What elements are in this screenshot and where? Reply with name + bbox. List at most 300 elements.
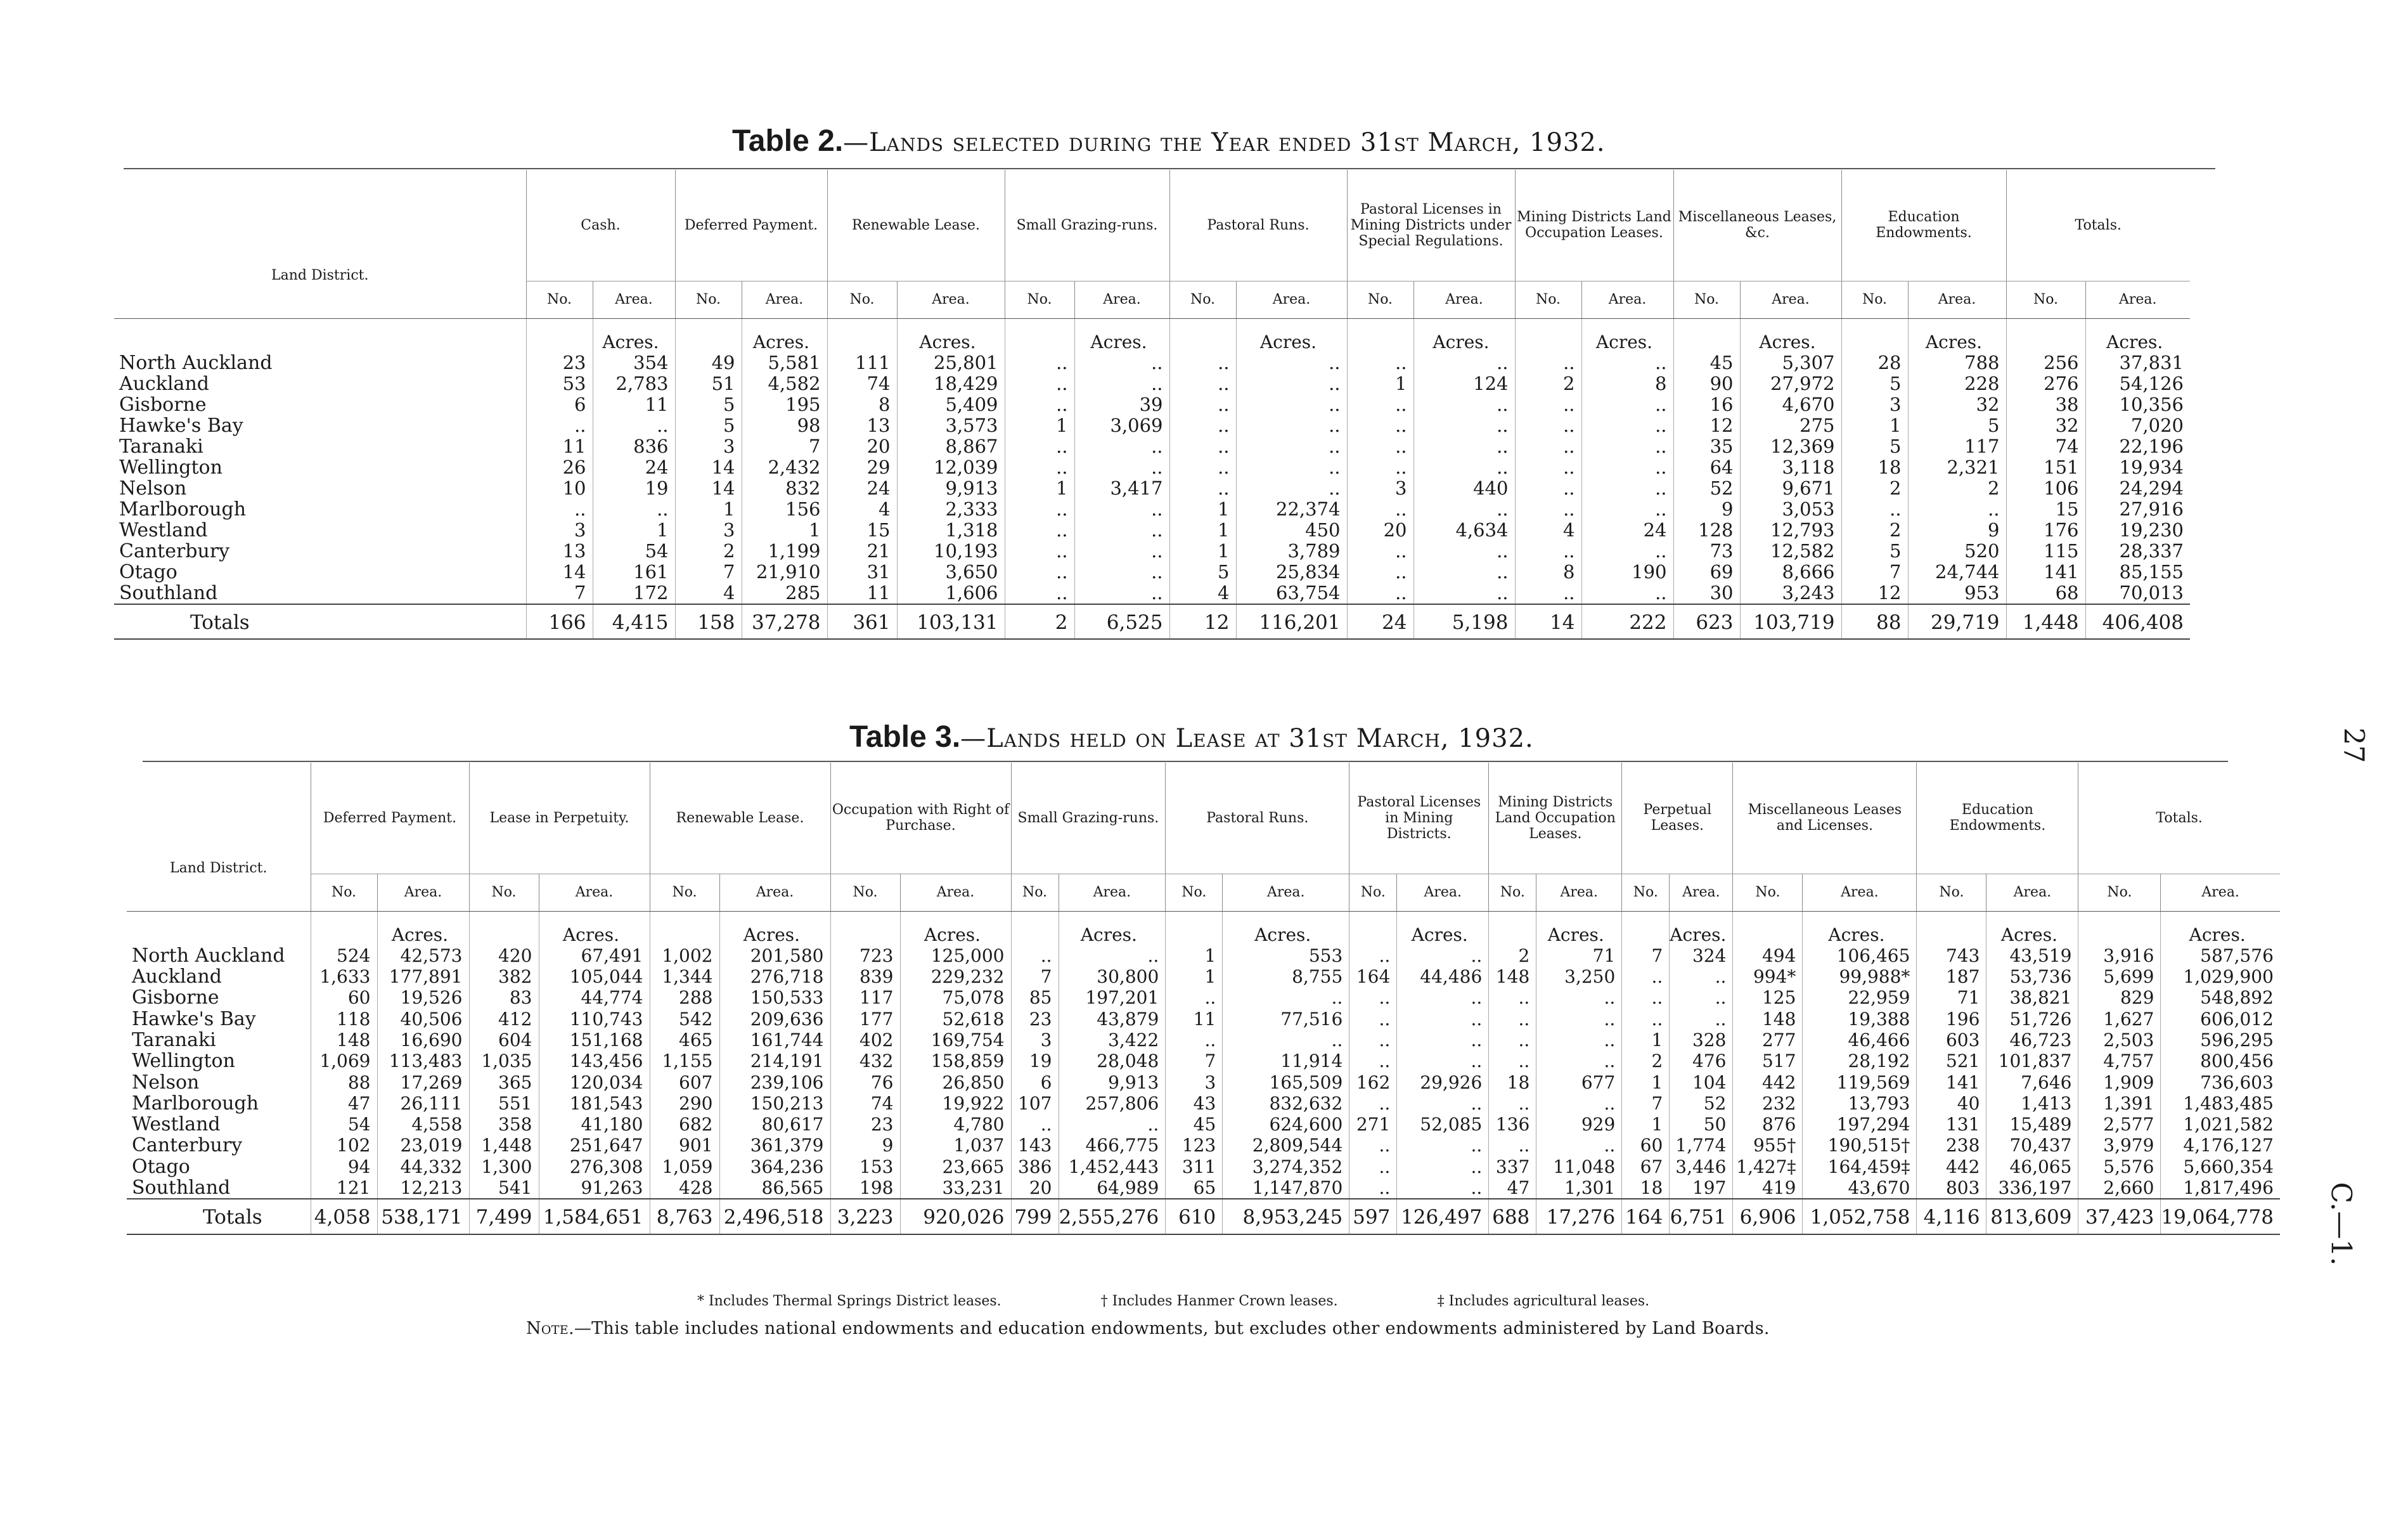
table-cell: 148: [1733, 1009, 1803, 1030]
table-cell: 27,916: [2085, 499, 2190, 520]
table-cell: 324: [1670, 945, 1733, 966]
table2-subheader-no: No.: [1841, 281, 1908, 318]
table-cell: ..: [1236, 436, 1347, 457]
table-cell: 77,516: [1223, 1009, 1349, 1030]
table-row: [114, 457, 2190, 478]
land-district: Nelson: [119, 477, 187, 500]
total-cell: 2,555,276: [1059, 1199, 1166, 1234]
table-cell: 7: [675, 562, 742, 583]
table-cell: 24,294: [2085, 478, 2190, 499]
table-cell: 541: [469, 1177, 539, 1199]
table-cell: 7: [1622, 1093, 1670, 1114]
land-district: Westland: [119, 519, 208, 541]
table-cell: 70,437: [1986, 1135, 2078, 1156]
table-cell: ..: [1349, 1156, 1397, 1177]
table-cell: 276,718: [719, 966, 830, 987]
table-cell: 101,837: [1986, 1050, 2078, 1071]
table3-subheader-no: No.: [1349, 874, 1397, 911]
table-cell: 150,533: [719, 987, 830, 1008]
table-row: [127, 1009, 2280, 1030]
table-cell: 3,650: [897, 562, 1005, 583]
table-row: [127, 966, 2280, 987]
table-cell: 5: [1841, 436, 1908, 457]
table-cell: 955†: [1733, 1135, 1803, 1156]
table-cell: 214,191: [719, 1050, 830, 1071]
table-cell: 3,417: [1074, 478, 1169, 499]
table-cell: 5,307: [1740, 352, 1841, 373]
table-cell: 8: [1581, 373, 1673, 394]
table-cell: 20: [827, 436, 897, 457]
table-cell: 19,526: [377, 987, 469, 1008]
table-cell: 5: [1841, 373, 1908, 394]
table-cell: 64: [1673, 457, 1740, 478]
table-cell: ..: [1005, 436, 1074, 457]
table2-unit-label: Acres.: [593, 318, 675, 352]
table-cell: 3,916: [2078, 945, 2161, 966]
table-cell: 229,232: [900, 966, 1011, 987]
table-cell: 60: [311, 987, 377, 1008]
table-cell: 52,618: [900, 1009, 1011, 1030]
table-cell: 25,801: [897, 352, 1005, 373]
table-cell: ..: [1347, 499, 1413, 520]
table-cell: 402: [830, 1030, 900, 1050]
table-cell: 3,446: [1670, 1156, 1733, 1177]
table2-group-header: Totals.: [2006, 170, 2190, 281]
table-row: [114, 415, 2190, 436]
table-cell: 11: [526, 436, 593, 457]
total-cell: 597: [1349, 1199, 1397, 1234]
table-cell: 26: [526, 457, 593, 478]
table-cell: 26,850: [900, 1072, 1011, 1093]
total-cell: 920,026: [900, 1199, 1011, 1234]
total-cell: 12: [1169, 604, 1236, 639]
table-cell: 1,147,870: [1223, 1177, 1349, 1199]
table-cell: ..: [1841, 499, 1908, 520]
table3-subheader-area: Area.: [2161, 874, 2280, 911]
table-cell: 5: [675, 394, 742, 415]
table-cell: 121: [311, 1177, 377, 1199]
table3-unit-label: Acres.: [377, 911, 469, 945]
table-cell: 22,196: [2085, 436, 2190, 457]
table-cell: ..: [1581, 352, 1673, 373]
footnote: ‡ Includes agricultural leases.: [1437, 1293, 1650, 1309]
table3-subheader-no: No.: [1733, 874, 1803, 911]
total-cell: 8,953,245: [1223, 1199, 1349, 1234]
table-cell: 14: [526, 562, 593, 583]
table-cell: 432: [830, 1050, 900, 1071]
table-cell: ..: [1413, 457, 1515, 478]
table-cell: 24,744: [1908, 562, 2006, 583]
table-cell: 12: [1673, 415, 1740, 436]
table-cell: 3,274,352: [1223, 1156, 1349, 1177]
table3-note: Note.—This table includes national endowments and education endowments, but excludes other endowments administered by Land Boards.: [526, 1319, 1770, 1338]
table-cell: 65: [1166, 1177, 1223, 1199]
table-cell: 1,021,582: [2161, 1114, 2280, 1135]
table-cell: 64,989: [1059, 1177, 1166, 1199]
table-cell: 14: [675, 478, 742, 499]
table3-unit-label: Acres.: [539, 911, 650, 945]
table-cell: 15: [2006, 499, 2085, 520]
table-cell: ..: [1397, 1093, 1489, 1114]
table-cell: 7: [1011, 966, 1059, 987]
table-cell: 1: [1622, 1072, 1670, 1093]
table-cell: 1,301: [1536, 1177, 1622, 1199]
table-cell: 4,634: [1413, 520, 1515, 541]
table2-unit-label: Acres.: [1581, 318, 1673, 352]
table-cell: 1,002: [650, 945, 719, 966]
table-cell: 28: [1841, 352, 1908, 373]
table-cell: 285: [742, 583, 827, 604]
table-cell: 40: [1917, 1093, 1986, 1114]
total-cell: 103,131: [897, 604, 1005, 639]
table-cell: 1,774: [1670, 1135, 1733, 1156]
table-cell: 328: [1670, 1030, 1733, 1050]
table-row: [114, 520, 2190, 541]
table-cell: 5: [1841, 541, 1908, 562]
table-cell: 3: [1841, 394, 1908, 415]
total-cell: 103,719: [1740, 604, 1841, 639]
table-cell: 2,503: [2078, 1030, 2161, 1050]
table-cell: 3,979: [2078, 1135, 2161, 1156]
table-row: [127, 1135, 2280, 1156]
table-cell: ..: [1074, 373, 1169, 394]
table-cell: ..: [1670, 1009, 1733, 1030]
table-row: [127, 987, 2280, 1008]
table-cell: 68: [2006, 583, 2085, 604]
total-cell: 6,906: [1733, 1199, 1803, 1234]
footnote: * Includes Thermal Springs District leases.: [697, 1293, 1001, 1309]
land-district: Auckland: [119, 372, 209, 395]
table-cell: 836: [593, 436, 675, 457]
table3-subheader-area: Area.: [539, 874, 650, 911]
table-cell: 30: [1673, 583, 1740, 604]
table-cell: 839: [830, 966, 900, 987]
table-cell: 465: [650, 1030, 719, 1050]
table-cell: 19,388: [1803, 1009, 1917, 1030]
table-cell: 113,483: [377, 1050, 469, 1071]
total-cell: 813,609: [1986, 1199, 2078, 1234]
table-cell: 24: [593, 457, 675, 478]
table-cell: 1,069: [311, 1050, 377, 1071]
table-cell: 7: [526, 583, 593, 604]
table-cell: ..: [1011, 945, 1059, 966]
table-cell: 47: [311, 1093, 377, 1114]
table-cell: 63,754: [1236, 583, 1347, 604]
table-cell: 21: [827, 541, 897, 562]
table3-unit-label: Acres.: [1803, 911, 1917, 945]
table-cell: 232: [1733, 1093, 1803, 1114]
land-district: Canterbury: [132, 1134, 243, 1157]
table-cell: ..: [1581, 478, 1673, 499]
table-row: [127, 1072, 2280, 1093]
table-cell: ..: [1074, 562, 1169, 583]
table-cell: 7: [1166, 1050, 1223, 1071]
table-cell: 832: [742, 478, 827, 499]
table-cell: 106,465: [1803, 945, 1917, 966]
table2-subheader-no: No.: [1169, 281, 1236, 318]
table-cell: 16: [1673, 394, 1740, 415]
table-cell: 85,155: [2085, 562, 2190, 583]
table-cell: 1: [1166, 945, 1223, 966]
table-cell: 158,859: [900, 1050, 1011, 1071]
table-cell: ..: [1536, 1030, 1622, 1050]
table-cell: 12,793: [1740, 520, 1841, 541]
table-cell: 37,831: [2085, 352, 2190, 373]
land-district: Marlborough: [119, 498, 247, 520]
table-cell: ..: [1169, 373, 1236, 394]
table-cell: ..: [1169, 394, 1236, 415]
table-cell: ..: [1074, 499, 1169, 520]
table-cell: 164: [1349, 966, 1397, 987]
total-cell: 222: [1581, 604, 1673, 639]
table-cell: 311: [1166, 1156, 1223, 1177]
table-cell: 1,059: [650, 1156, 719, 1177]
table-cell: 18: [1622, 1177, 1670, 1199]
table3-group-header: Occupation with Right of Purchase.: [830, 763, 1011, 874]
table-cell: ..: [1581, 415, 1673, 436]
table3-subheader-area: Area.: [900, 874, 1011, 911]
table-cell: 23: [526, 352, 593, 373]
table-cell: 148: [311, 1030, 377, 1050]
land-district: Marlborough: [132, 1092, 259, 1115]
table-cell: 98: [742, 415, 827, 436]
table-cell: 51: [675, 373, 742, 394]
table-cell: 994*: [1733, 966, 1803, 987]
table-cell: 22,959: [1803, 987, 1917, 1008]
table-cell: 74: [827, 373, 897, 394]
table-cell: 46,723: [1986, 1030, 2078, 1050]
table-cell: 120,034: [539, 1072, 650, 1093]
total-cell: 1,584,651: [539, 1199, 650, 1234]
table-cell: 9,913: [1059, 1072, 1166, 1093]
table-cell: 4,670: [1740, 394, 1841, 415]
table-cell: 20: [1011, 1177, 1059, 1199]
table-cell: 31: [827, 562, 897, 583]
table-cell: ..: [1236, 394, 1347, 415]
table-cell: 9: [1908, 520, 2006, 541]
table-cell: ..: [1397, 1050, 1489, 1071]
table-cell: ..: [1169, 352, 1236, 373]
table-cell: 3: [675, 436, 742, 457]
table-cell: 1,452,443: [1059, 1156, 1166, 1177]
table-cell: 1: [1622, 1114, 1670, 1135]
table-cell: 49: [675, 352, 742, 373]
table-cell: 1,344: [650, 966, 719, 987]
table-cell: 4: [827, 499, 897, 520]
table-cell: 256: [2006, 352, 2085, 373]
table-cell: 25,834: [1236, 562, 1347, 583]
table2-subheader-area: Area.: [742, 281, 827, 318]
table-cell: 521: [1917, 1050, 1986, 1071]
table-cell: 24: [1581, 520, 1673, 541]
table-cell: 228: [1908, 373, 2006, 394]
table-cell: 358: [469, 1114, 539, 1135]
table-cell: 76: [830, 1072, 900, 1093]
table3-subheader-no: No.: [311, 874, 377, 911]
table-cell: 67,491: [539, 945, 650, 966]
table-cell: ..: [1397, 1177, 1489, 1199]
table-cell: 876: [1733, 1114, 1803, 1135]
table-cell: 197,201: [1059, 987, 1166, 1008]
table-cell: ..: [1413, 436, 1515, 457]
table-cell: 30,800: [1059, 966, 1166, 987]
table-cell: 603: [1917, 1030, 1986, 1050]
land-district: Wellington: [119, 456, 222, 479]
table-cell: 43,670: [1803, 1177, 1917, 1199]
table2-subheader-no: No.: [2006, 281, 2085, 318]
table-cell: 43,879: [1059, 1009, 1166, 1030]
table-cell: 3,573: [897, 415, 1005, 436]
table-cell: 8,755: [1223, 966, 1349, 987]
table-cell: 26,111: [377, 1093, 469, 1114]
land-district: Southland: [132, 1177, 231, 1199]
table-cell: 71: [1917, 987, 1986, 1008]
table-cell: 2: [1841, 520, 1908, 541]
table-cell: ..: [1536, 1093, 1622, 1114]
table-cell: ..: [1074, 352, 1169, 373]
table-cell: 90: [1673, 373, 1740, 394]
table3-group-header: Education Endowments.: [1917, 763, 2078, 874]
table-cell: 47: [1489, 1177, 1536, 1199]
table-cell: 3,069: [1074, 415, 1169, 436]
table-cell: 2,321: [1908, 457, 2006, 478]
table-cell: 743: [1917, 945, 1986, 966]
table-cell: 1,199: [742, 541, 827, 562]
table-cell: ..: [1349, 1009, 1397, 1030]
table-cell: ..: [1515, 478, 1581, 499]
table-cell: ..: [1349, 945, 1397, 966]
table-cell: 803: [1917, 1177, 1986, 1199]
table-cell: 22,374: [1236, 499, 1347, 520]
table2-unit-label: Acres.: [897, 318, 1005, 352]
total-cell: 1,448: [2006, 604, 2085, 639]
table-cell: 8: [827, 394, 897, 415]
table-cell: 2,333: [897, 499, 1005, 520]
table-cell: 2: [1489, 945, 1536, 966]
table-cell: 150,213: [719, 1093, 830, 1114]
table2-unit-label: Acres.: [1740, 318, 1841, 352]
table-cell: 11: [593, 394, 675, 415]
table2-group-header: Cash.: [526, 170, 675, 281]
table-cell: ..: [1349, 1093, 1397, 1114]
table-cell: 32: [2006, 415, 2085, 436]
table-cell: ..: [1489, 1093, 1536, 1114]
table-cell: ..: [1074, 541, 1169, 562]
table3-group-header: Renewable Lease.: [650, 763, 830, 874]
table3-footnotes: [697, 1293, 1744, 1309]
table3-group-header: Totals.: [2078, 763, 2280, 874]
table-cell: ..: [1515, 352, 1581, 373]
table-cell: 800,456: [2161, 1050, 2280, 1071]
table-cell: 596,295: [2161, 1030, 2280, 1050]
table-cell: ..: [1908, 499, 2006, 520]
table-cell: 88: [311, 1072, 377, 1093]
table-cell: 38,821: [1986, 987, 2078, 1008]
table-cell: ..: [1581, 499, 1673, 520]
table-cell: ..: [1536, 987, 1622, 1008]
table-cell: 5: [1169, 562, 1236, 583]
table-cell: 9: [1673, 499, 1740, 520]
table-cell: 3,118: [1740, 457, 1841, 478]
table-cell: 1: [742, 520, 827, 541]
table-cell: 99,988*: [1803, 966, 1917, 987]
table2-totals-row: [114, 604, 2190, 639]
table-cell: 361,379: [719, 1135, 830, 1156]
table-cell: ..: [1236, 457, 1347, 478]
table-cell: ..: [1622, 1009, 1670, 1030]
table-cell: 520: [1908, 541, 2006, 562]
table-cell: 542: [650, 1009, 719, 1030]
table2-unit-label: Acres.: [742, 318, 827, 352]
table-cell: 190,515†: [1803, 1135, 1917, 1156]
total-cell: 164: [1622, 1199, 1670, 1234]
table-cell: ..: [1059, 945, 1166, 966]
table-cell: ..: [1515, 541, 1581, 562]
table2-unit-label: Acres.: [1908, 318, 2006, 352]
table-cell: 169,754: [900, 1030, 1011, 1050]
table-cell: 190: [1581, 562, 1673, 583]
table-cell: 682: [650, 1114, 719, 1135]
table-cell: 21,910: [742, 562, 827, 583]
table-cell: ..: [1536, 1050, 1622, 1071]
table-cell: 12: [1841, 583, 1908, 604]
table-cell: 29,926: [1397, 1072, 1489, 1093]
table-cell: 11,914: [1223, 1050, 1349, 1071]
land-district: Canterbury: [119, 540, 230, 562]
table3-group-header: Lease in Perpetuity.: [469, 763, 650, 874]
table-cell: 7: [1841, 562, 1908, 583]
table-cell: 1,037: [900, 1135, 1011, 1156]
total-cell: 19,064,778: [2161, 1199, 2280, 1234]
table-cell: 1,035: [469, 1050, 539, 1071]
table3-unit-label: Acres.: [1670, 911, 1733, 945]
table-cell: ..: [1515, 457, 1581, 478]
total-cell: 17,276: [1536, 1199, 1622, 1234]
table-cell: 6: [1011, 1072, 1059, 1093]
table-cell: ..: [526, 499, 593, 520]
table-cell: 67: [1622, 1156, 1670, 1177]
table-cell: ..: [1005, 520, 1074, 541]
table2-title: Table 2.—Lands selected during the Year ended 31st March, 1932.: [732, 124, 1606, 158]
table-cell: 494: [1733, 945, 1803, 966]
table-cell: 197: [1670, 1177, 1733, 1199]
table-cell: 71: [1536, 945, 1622, 966]
table-cell: 13: [526, 541, 593, 562]
table-row: [127, 1177, 2280, 1199]
table-cell: ..: [1349, 1030, 1397, 1050]
table-cell: ..: [1347, 352, 1413, 373]
table-cell: ..: [1397, 945, 1489, 966]
table-cell: 153: [830, 1156, 900, 1177]
table-cell: ..: [1005, 541, 1074, 562]
table-cell: 23,019: [377, 1135, 469, 1156]
table3-subheader-no: No.: [1489, 874, 1536, 911]
table-row: [127, 1093, 2280, 1114]
table-cell: ..: [1397, 1009, 1489, 1030]
table-cell: ..: [1515, 583, 1581, 604]
table-cell: ..: [1397, 1030, 1489, 1050]
table-cell: ..: [1347, 583, 1413, 604]
table-cell: ..: [1349, 1135, 1397, 1156]
table-cell: 125,000: [900, 945, 1011, 966]
table3-subheader-area: Area.: [1397, 874, 1489, 911]
table-cell: 201,580: [719, 945, 830, 966]
table-cell: 1,448: [469, 1135, 539, 1156]
table-cell: 46,466: [1803, 1030, 1917, 1050]
table-cell: ..: [1349, 1177, 1397, 1199]
table3-subheader-area: Area.: [1059, 874, 1166, 911]
table2-subheader-area: Area.: [1074, 281, 1169, 318]
